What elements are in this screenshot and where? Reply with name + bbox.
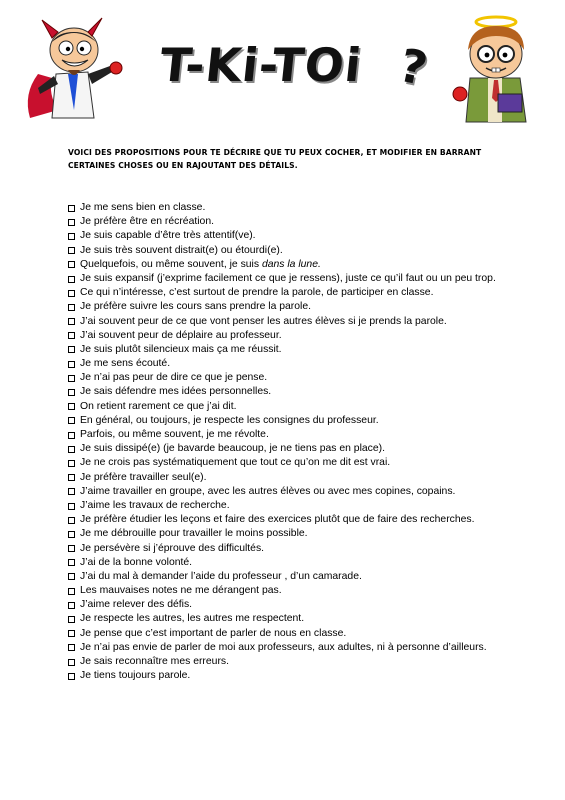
checklist-item-label: Je me débrouille pour travailler le moins possible. [80,528,308,540]
checklist-item [68,584,496,598]
checklist-item [68,414,496,428]
checklist-item [68,272,496,286]
checklist-item [68,315,496,329]
worksheet-title: T-Ki-TOi [157,38,365,92]
checkbox[interactable] [68,276,75,283]
checklist-item [68,485,496,499]
checklist-item-label: Je préfère étudier les leçons et faire des exercices plutôt que de faire des recherches. [80,514,475,526]
checklist-item-label: Je respecte les autres, les autres me respectent. [80,613,305,625]
checkbox[interactable] [68,304,75,311]
checklist-item [68,286,496,300]
statement-checklist [68,201,496,683]
checklist-item [68,513,496,527]
checklist-item-label: J’ai de la bonne volonté. [80,556,193,568]
checkbox[interactable] [68,488,75,495]
checkbox[interactable] [68,573,75,580]
checklist-item-label: Les mauvaises notes ne me dérangent pas. [80,585,282,597]
checklist-item-label: J’aime relever des défis. [80,599,193,611]
checklist-item [68,201,496,215]
checkbox[interactable] [68,602,75,609]
checklist-item-label: Je préfère suivre les cours sans prendre la parole. [80,301,312,313]
checklist-item-label: Je suis très souvent distrait(e) ou étourdi(e). [80,244,283,256]
checklist-item-label: Je me sens écouté. [80,358,171,370]
checklist-item [68,556,496,570]
emphasis-text: dans la lune. [261,258,321,270]
checklist-item-label: Ce qui n’intéresse, c’est surtout de prendre la parole, de participer en classe. [80,287,434,299]
checkbox[interactable] [68,389,75,396]
checklist-item-label: Quelquefois, ou même souvent, je suis dans la lune. [80,258,321,270]
checklist-item-label: Je suis plutôt silencieux mais ça me réussit. [80,343,282,355]
checklist-item [68,570,496,584]
checklist-item [68,300,496,314]
checkbox[interactable] [68,588,75,595]
checklist-item [68,527,496,541]
checklist-item [68,428,496,442]
checkbox[interactable] [68,545,75,552]
checklist-item [68,456,496,470]
checkbox[interactable] [68,346,75,353]
checklist-item-label: Je suis expansif (j’exprime facilement ce que je ressens), juste ce qu’il faut ou un peu trop. [80,272,496,284]
checkbox[interactable] [68,332,75,339]
checklist-item-label: Je préfère être en récréation. [80,216,214,228]
checkbox[interactable] [68,361,75,368]
checklist-item [68,471,496,485]
checklist-item-label: Je pense que c’est important de parler de nous en classe. [80,627,347,639]
checklist-item-label: Je sais défendre mes idées personnelles. [80,386,272,398]
checkbox[interactable] [68,460,75,467]
checkbox[interactable] [68,630,75,637]
instructions-text: VOICI DES PROPOSITIONS POUR TE DÉCRIRE QUE TU PEUX COCHER, ET MODIFIER EN BARRANT CERTAINES CHOSES OU EN RAJOUTANT DES DÉTAILS. [68,148,482,170]
checklist-item [68,215,496,229]
checklist-item [68,357,496,371]
checklist-item-label: Je me sens bien en classe. [80,202,206,213]
checklist-item-label: J’aime travailler en groupe, avec les autres élèves ou avec mes copines, copains. [80,485,456,497]
checklist-item-label: Je préfère travailler seul(e). [80,471,207,483]
checklist-item-label: En général, ou toujours, je respecte les consignes du professeur. [80,414,379,426]
checklist-item [68,641,496,655]
checkbox[interactable] [68,616,75,623]
checklist-item-label: Je sais reconnaître mes erreurs. [80,656,229,667]
checklist-item [68,229,496,243]
checklist-item-label: On retient rarement ce que j’ai dit. [80,400,237,412]
angel-cartoon-image [440,14,550,126]
checklist-item [68,329,496,343]
checklist-item-label: J’ai du mal à demander l’aide du professeur , d’un camarade. [80,570,362,582]
checkbox[interactable] [68,659,75,666]
checkbox[interactable] [68,417,75,424]
checklist-item-label: J’ai souvent peur de déplaire au professeur. [80,329,282,341]
checklist-item [68,598,496,612]
devil-cartoon-image [18,14,130,126]
checkbox[interactable] [68,531,75,538]
checklist-item [68,655,496,669]
title-question-mark: ? [394,37,433,97]
checkbox[interactable] [68,446,75,453]
checklist-item [68,499,496,513]
checklist-item-label: Je n’ai pas envie de parler de moi aux professeurs, aux adultes, ni à personne d’ailleurs. [80,641,487,653]
checkbox[interactable] [68,644,75,651]
page-header [0,0,565,130]
checkbox[interactable] [68,503,75,510]
checklist-item-label: Je suis dissipé(e) (je bavarde beaucoup, je ne tiens pas en place). [80,443,385,455]
checkbox[interactable] [68,261,75,268]
checklist-item [68,442,496,456]
checkbox[interactable] [68,205,75,212]
checkbox[interactable] [68,247,75,254]
checklist-item-label: J’ai souvent peur de ce que vont penser les autres élèves si je prends la parole. [80,315,447,327]
checklist-item [68,343,496,357]
checklist-item-label: J’aime les travaux de recherche. [80,499,230,511]
checklist-item [68,258,496,272]
checklist-item [68,542,496,556]
checkbox[interactable] [68,559,75,566]
checklist-item-label: Je tiens toujours parole. [80,670,191,682]
checkbox[interactable] [68,517,75,524]
checklist-item-label: Je persévère si j’éprouve des difficultés. [80,542,265,554]
checkbox[interactable] [68,673,75,680]
checklist-item-label: Je ne crois pas systématiquement que tout ce qu’on me dit est vrai. [80,457,391,469]
checklist-item [68,371,496,385]
checklist-item-label: Parfois, ou même souvent, je me révolte. [80,429,269,440]
checklist-item [68,669,496,683]
checkbox[interactable] [68,432,75,439]
checklist-item [68,612,496,626]
checkbox[interactable] [68,290,75,297]
checkbox[interactable] [68,219,75,226]
checkbox[interactable] [68,474,75,481]
checkbox[interactable] [68,233,75,240]
checklist-item [68,400,496,414]
checkbox[interactable] [68,375,75,382]
checkbox[interactable] [68,318,75,325]
checkbox[interactable] [68,403,75,410]
checklist-item [68,244,496,258]
checklist-item-label: Je suis capable d’être très attentif(ve). [80,230,256,242]
checklist-item-label: Je n’ai pas peur de dire ce que je pense. [80,372,268,384]
checklist-item [68,385,496,399]
checklist-item [68,627,496,641]
